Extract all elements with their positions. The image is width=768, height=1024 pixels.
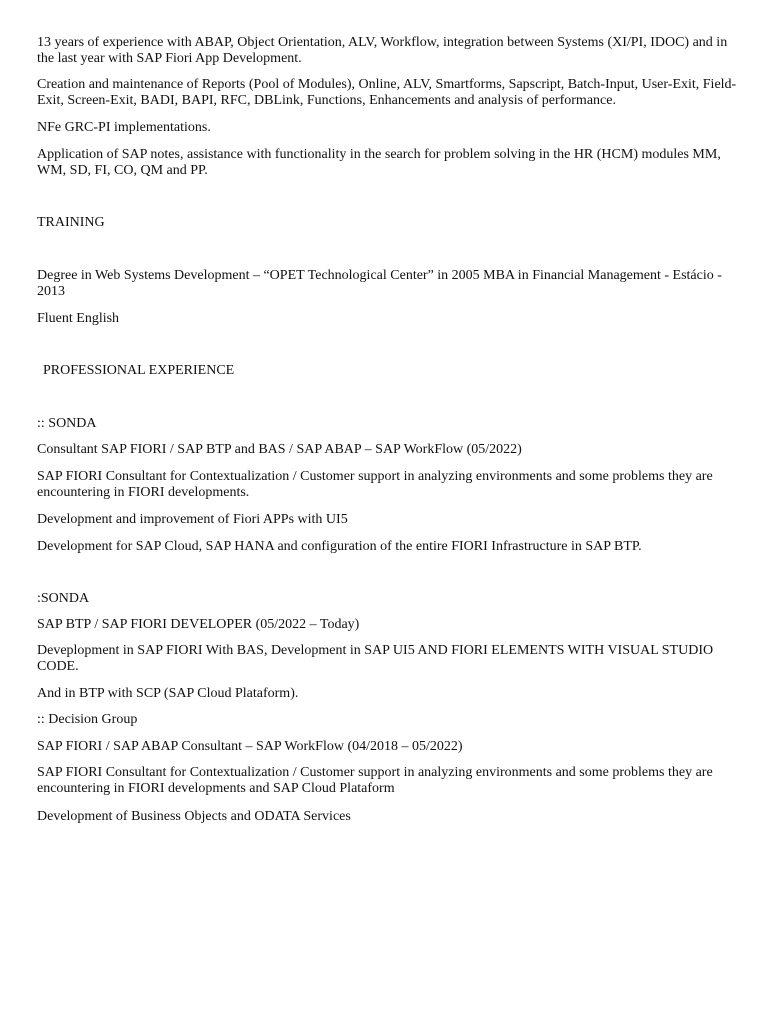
- training-item: Degree in Web Systems Development – “OPET Technological Center” in 2005 MBA in Financial Management - Estácio - 2013: [37, 268, 722, 299]
- training-item: Fluent English: [37, 311, 120, 326]
- training-heading: TRAINING: [37, 215, 105, 230]
- job-title: Consultant SAP FIORI / SAP BTP and BAS / SAP ABAP – SAP WorkFlow (05/2022): [37, 442, 522, 457]
- company-name: :: SONDA: [37, 416, 97, 431]
- job-title: SAP BTP / SAP FIORI DEVELOPER (05/2022 – Today): [37, 617, 360, 632]
- job-description: SAP FIORI Consultant for Contextualization / Customer support in analyzing environments and some problems they are encountering in FIORI developments and SAP Cloud Plataform: [37, 765, 713, 796]
- company-name: :: Decision Group: [37, 712, 138, 727]
- summary-paragraph: 13 years of experience with ABAP, Object Orientation, ALV, Workflow, integration between Systems (XI/PI, IDOC) and in the last year with SAP Fiori App Development.: [37, 35, 728, 66]
- job-description: And in BTP with SCP (SAP Cloud Plataform).: [37, 686, 299, 701]
- job-description: Development of Business Objects and ODATA Services: [37, 809, 351, 824]
- job-description: SAP FIORI Consultant for Contextualization / Customer support in analyzing environments and some problems they are encountering in FIORI developments.: [37, 469, 713, 500]
- job-description: Development for SAP Cloud, SAP HANA and configuration of the entire FIORI Infrastructure in SAP BTP.: [37, 539, 642, 554]
- job-title: SAP FIORI / SAP ABAP Consultant – SAP WorkFlow (04/2018 – 05/2022): [37, 739, 463, 754]
- job-description: Deveplopment in SAP FIORI With BAS, Development in SAP UI5 AND FIORI ELEMENTS WITH VISUAL STUDIO CODE.: [37, 643, 714, 674]
- company-name: :SONDA: [37, 591, 90, 606]
- experience-heading: PROFESSIONAL EXPERIENCE: [43, 363, 235, 378]
- job-description: Development and improvement of Fiori APPs with UI5: [37, 512, 348, 527]
- summary-paragraph: Application of SAP notes, assistance with functionality in the search for problem solving in the HR (HCM) modules MM, WM, SD, FI, CO, QM and PP.: [37, 147, 721, 178]
- summary-paragraph: NFe GRC-PI implementations.: [37, 120, 211, 135]
- summary-paragraph: Creation and maintenance of Reports (Pool of Modules), Online, ALV, Smartforms, Sapscript, Batch-Input, User-Exit, Field-Exit, Screen-Exit, BADI, BAPI, RFC, DBLink, Functions, Enhancements and analysis of performance.: [37, 77, 737, 108]
